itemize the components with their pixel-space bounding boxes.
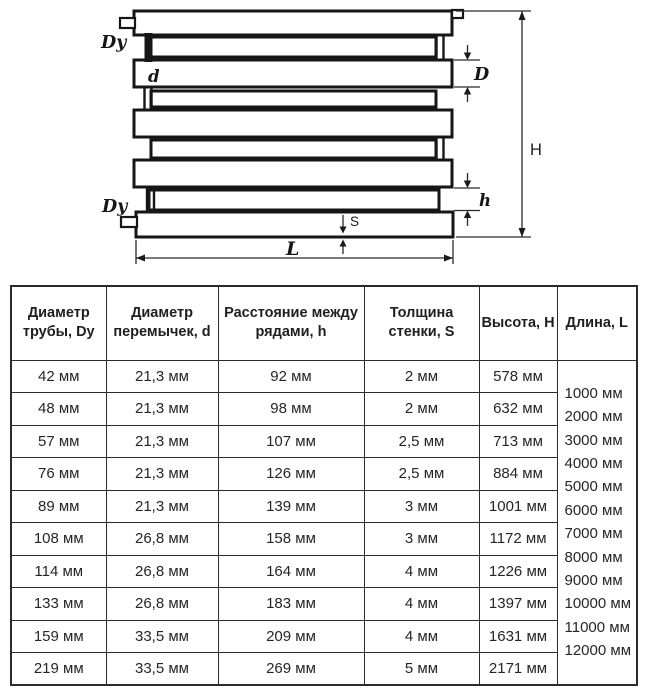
cell-s: 5 мм xyxy=(364,653,479,686)
length-item: 8000 мм xyxy=(564,548,623,566)
label-L: L xyxy=(286,238,300,260)
arrow-L-left xyxy=(136,255,145,262)
tube-wide-3 xyxy=(134,110,452,137)
table-row xyxy=(11,490,637,523)
table-row xyxy=(11,458,637,491)
label-H: H xyxy=(530,141,542,159)
dimension-L xyxy=(136,238,453,264)
length-item: 11000 мм xyxy=(564,618,630,636)
length-item: 3000 мм xyxy=(564,431,623,449)
table-row xyxy=(11,555,637,588)
cell-s: 2 мм xyxy=(364,393,479,426)
tube-wide-5 xyxy=(136,212,453,237)
dimensions-table xyxy=(10,285,638,686)
col-header-row-spacing: Расстояние между рядами, h xyxy=(218,286,364,360)
cell-height: 884 мм xyxy=(479,458,557,491)
cell-height: 1397 мм xyxy=(479,588,557,621)
label-dy-bottom: Dy xyxy=(102,197,128,217)
cell-height: 713 мм xyxy=(479,425,557,458)
cell-h: 164 мм xyxy=(218,555,364,588)
inlet-stub-top-left xyxy=(120,18,135,28)
cell-dy: 114 мм xyxy=(11,555,106,588)
length-item: 10000 мм xyxy=(564,595,632,613)
cell-height: 2171 мм xyxy=(479,653,557,686)
length-item: 1000 мм xyxy=(564,384,623,402)
length-item: 12000 мм xyxy=(564,642,632,660)
cell-dy: 76 мм xyxy=(11,458,106,491)
cell-height: 1001 мм xyxy=(479,490,557,523)
arrow-H-top xyxy=(519,11,526,20)
cell-h: 209 мм xyxy=(218,620,364,653)
cell-d: 26,8 мм xyxy=(106,588,218,621)
cell-height: 1226 мм xyxy=(479,555,557,588)
cell-height: 1631 мм xyxy=(479,620,557,653)
outlet-stub-bottom-left xyxy=(121,217,137,227)
col-header-height: Высота, H xyxy=(479,286,557,360)
arrow-S-bottom xyxy=(340,240,347,247)
cell-dy: 133 мм xyxy=(11,588,106,621)
col-header-length: Длина, L xyxy=(557,286,637,360)
length-item: 9000 мм xyxy=(564,572,623,590)
length-item: 4000 мм xyxy=(564,455,623,473)
tube-narrow-2 xyxy=(151,91,436,107)
cell-s: 4 мм xyxy=(364,588,479,621)
length-list xyxy=(565,382,635,663)
cell-dy: 48 мм xyxy=(11,393,106,426)
arrow-L-right xyxy=(444,255,453,262)
spec-table-wrap xyxy=(10,285,638,686)
label-dy-top: Dy xyxy=(101,33,127,53)
cell-dy: 108 мм xyxy=(11,523,106,556)
cell-d: 21,3 мм xyxy=(106,458,218,491)
cell-h: 139 мм xyxy=(218,490,364,523)
dimension-h xyxy=(454,173,491,226)
cell-s: 3 мм xyxy=(364,490,479,523)
length-item: 7000 мм xyxy=(564,525,623,543)
tube-rows xyxy=(134,11,453,237)
table-row xyxy=(11,425,637,458)
length-item: 2000 мм xyxy=(564,408,623,426)
arrow-H-bottom xyxy=(519,228,526,237)
cell-h: 92 мм xyxy=(218,360,364,393)
dimension-D xyxy=(454,45,490,102)
cell-dy: 57 мм xyxy=(11,425,106,458)
tube-wide-1 xyxy=(134,11,452,35)
label-d: d xyxy=(148,67,160,86)
length-item: 6000 мм xyxy=(564,501,623,519)
cell-s: 2,5 мм xyxy=(364,425,479,458)
table-row xyxy=(11,620,637,653)
cell-s: 2,5 мм xyxy=(364,458,479,491)
arrow-h-top xyxy=(464,181,471,189)
cell-d: 33,5 мм xyxy=(106,653,218,686)
cell-s: 3 мм xyxy=(364,523,479,556)
cell-dy: 89 мм xyxy=(11,490,106,523)
cell-height: 578 мм xyxy=(479,360,557,393)
tube-narrow-4 xyxy=(149,190,439,210)
col-header-jumper-diameter: Диаметр перемычек, d xyxy=(106,286,218,360)
cell-d: 33,5 мм xyxy=(106,620,218,653)
col-header-wall-thickness: Толщина стенки, S xyxy=(364,286,479,360)
cell-s: 4 мм xyxy=(364,555,479,588)
jumper-left-1 xyxy=(145,33,153,62)
cell-height: 632 мм xyxy=(479,393,557,426)
cell-d: 21,3 мм xyxy=(106,360,218,393)
table-row xyxy=(11,523,637,556)
tube-narrow-1 xyxy=(149,37,436,57)
label-h: h xyxy=(479,191,491,210)
cell-h: 107 мм xyxy=(218,425,364,458)
cell-h: 98 мм xyxy=(218,393,364,426)
arrow-D-top xyxy=(464,53,471,61)
label-S: S xyxy=(350,214,360,229)
cell-h: 126 мм xyxy=(218,458,364,491)
arrow-h-bottom xyxy=(464,211,471,219)
header-row xyxy=(11,286,637,360)
cell-h: 269 мм xyxy=(218,653,364,686)
cell-d: 21,3 мм xyxy=(106,490,218,523)
register-drawing xyxy=(0,0,647,278)
tube-wide-4 xyxy=(134,160,452,187)
table-row xyxy=(11,588,637,621)
cell-s: 4 мм xyxy=(364,620,479,653)
arrow-D-bottom xyxy=(464,87,471,95)
tube-narrow-3 xyxy=(151,140,436,158)
col-header-pipe-diameter: Диаметр трубы, Dy xyxy=(11,286,106,360)
cell-height: 1172 мм xyxy=(479,523,557,556)
label-D: D xyxy=(474,65,490,85)
cell-dy: 159 мм xyxy=(11,620,106,653)
cell-d: 21,3 мм xyxy=(106,425,218,458)
table-row xyxy=(11,653,637,686)
cell-h: 158 мм xyxy=(218,523,364,556)
cell-dy: 42 мм xyxy=(11,360,106,393)
length-item: 5000 мм xyxy=(564,478,623,496)
dimension-H xyxy=(456,11,542,237)
cell-lengths-merged xyxy=(557,360,637,685)
cell-dy: 219 мм xyxy=(11,653,106,686)
table-row xyxy=(11,360,637,393)
cell-h: 183 мм xyxy=(218,588,364,621)
cell-d: 26,8 мм xyxy=(106,555,218,588)
cell-d: 21,3 мм xyxy=(106,393,218,426)
cell-d: 26,8 мм xyxy=(106,523,218,556)
tube-wide-2 xyxy=(134,60,452,87)
cell-s: 2 мм xyxy=(364,360,479,393)
table-row xyxy=(11,393,637,426)
